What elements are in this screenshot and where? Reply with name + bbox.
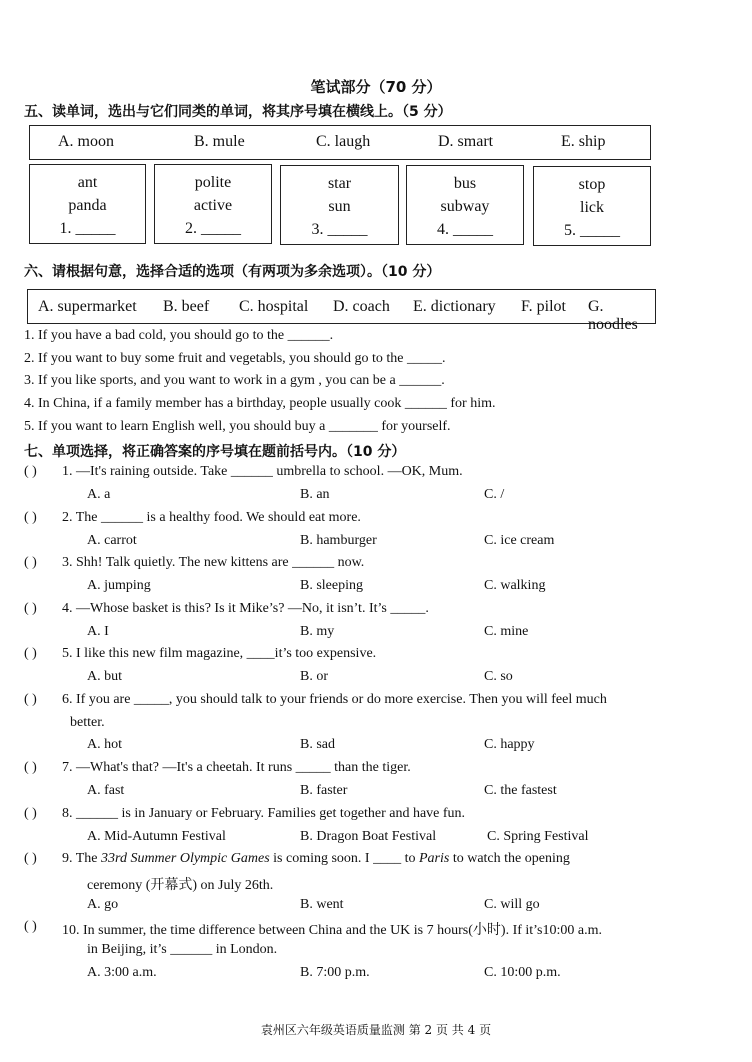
question-3: 3. Shh! Talk quietly. The new kittens are ______ now. <box>62 555 365 570</box>
choice-b: B. my <box>300 624 335 639</box>
choice-a: A. a <box>87 487 111 502</box>
option: A. supermarket <box>38 298 137 315</box>
answer-paren[interactable]: ( ) <box>24 851 37 866</box>
word: active <box>193 197 233 214</box>
question-10: 10. In summer, the time difference between China and the UK is 7 hours(小时). If it’s10:00 a.m. <box>62 923 602 938</box>
choice-c: C. / <box>484 487 505 502</box>
q9-text-mid: is coming soon. I ____ to <box>269 851 419 866</box>
question-6-continued: better. <box>70 715 105 730</box>
word-box-3 <box>280 165 399 245</box>
choice-c: C. 10:00 p.m. <box>484 965 561 980</box>
word-box-4 <box>406 165 524 245</box>
q9-city: Paris <box>418 851 450 866</box>
question-9-continued: ceremony (开幕式) on July 26th. <box>87 878 274 893</box>
option: D. smart <box>438 133 494 150</box>
answer-paren[interactable]: ( ) <box>24 692 37 707</box>
question-1: 1. —It's raining outside. Take ______ umbrella to school. —OK, Mum. <box>62 464 463 479</box>
choice-a: A. 3:00 a.m. <box>87 965 157 980</box>
question-7: 7. —What's that? —It's a cheetah. It runs _____ than the tiger. <box>62 760 411 775</box>
section5-heading: 五、读单词，选出与它们同类的单词，将其序号填在横线上。（5 分） <box>24 104 452 120</box>
answer-paren[interactable]: ( ) <box>24 760 37 775</box>
option: E. dictionary <box>413 298 496 315</box>
section7-heading: 七、单项选择，将正确答案的序号填在题前括号内。（10 分） <box>24 444 406 460</box>
fill-sentence: 4. In China, if a family member has a birthday, people usually cook ______ for him. <box>24 396 496 411</box>
choice-c: C. the fastest <box>484 783 557 798</box>
option: B. mule <box>194 133 245 150</box>
word: star <box>327 175 352 192</box>
answer-blank[interactable]: 2. _____ <box>185 220 241 237</box>
choice-c: C. walking <box>484 578 546 593</box>
choice-b: B. hamburger <box>300 533 377 548</box>
choice-c: C. mine <box>484 624 529 639</box>
section6-heading: 六、请根据句意，选择合适的选项（有两项为多余选项）。（10 分） <box>24 264 441 280</box>
choice-c: C. ice cream <box>484 533 555 548</box>
choice-a: A. jumping <box>87 578 151 593</box>
choice-b: B. faster <box>300 783 348 798</box>
choice-c: C. will go <box>484 897 540 912</box>
fill-sentence: 3. If you like sports, and you want to work in a gym , you can be a ______. <box>24 373 445 388</box>
question-8: 8. ______ is in January or February. Families get together and have fun. <box>62 806 466 821</box>
word: polite <box>194 174 232 191</box>
section6-options-box <box>27 289 656 333</box>
word: subway <box>440 198 490 215</box>
answer-paren[interactable]: ( ) <box>24 555 37 570</box>
answer-paren[interactable]: ( ) <box>24 646 37 661</box>
choice-a: A. but <box>87 669 122 684</box>
choice-b: B. 7:00 p.m. <box>300 965 370 980</box>
question-10-continued: in Beijing, it’s ______ in London. <box>87 942 278 957</box>
answer-paren[interactable]: ( ) <box>24 601 37 616</box>
choice-b: B. sleeping <box>300 578 363 593</box>
page-footer: 袁州区六年级英语质量监测 第 2 页 共 4 页 <box>260 1023 492 1037</box>
choice-a: A. Mid-Autumn Festival <box>87 829 226 844</box>
answer-blank[interactable]: 1. _____ <box>59 220 116 237</box>
question-9 <box>62 851 570 867</box>
word: sun <box>328 198 351 215</box>
fill-sentence: 1. If you have a bad cold, you should go to the ______. <box>24 328 334 343</box>
choice-a: A. go <box>87 897 119 912</box>
option: D. coach <box>333 298 390 315</box>
choice-a: A. hot <box>87 737 122 752</box>
choice-a: A. carrot <box>87 533 137 548</box>
choice-c: C. happy <box>484 737 535 752</box>
choice-b: B. or <box>300 669 328 684</box>
question-4: 4. —Whose basket is this? Is it Mike’s? —No, it isn’t. It’s _____. <box>62 601 429 616</box>
option: A. moon <box>58 133 114 150</box>
choice-b: B. an <box>300 487 330 502</box>
choice-c: C. so <box>484 669 513 684</box>
section5-options-box <box>29 125 651 160</box>
fill-sentence: 2. If you want to buy some fruit and vegetabls, you should go to the _____. <box>24 351 446 366</box>
option: G. noodles <box>588 298 638 333</box>
choice-b: B. sad <box>300 737 335 752</box>
answer-paren[interactable]: ( ) <box>24 464 37 479</box>
option: C. laugh <box>316 133 371 150</box>
q9-games: 33rd Summer Olympic Games <box>101 851 270 866</box>
answer-blank[interactable]: 3. _____ <box>311 221 368 238</box>
word: bus <box>453 175 477 192</box>
answer-paren[interactable]: ( ) <box>24 806 37 821</box>
choice-b: B. Dragon Boat Festival <box>300 829 437 844</box>
page-title: 笔试部分（70 分） <box>310 78 442 96</box>
fill-sentence: 5. If you want to learn English well, you should buy a _______ for yourself. <box>24 419 451 434</box>
answer-blank[interactable]: 5. _____ <box>564 222 620 239</box>
word-box-2 <box>154 164 272 244</box>
word: lick <box>580 199 604 216</box>
word-box-5 <box>533 166 651 246</box>
word: panda <box>68 197 107 214</box>
question-2: 2. The ______ is a healthy food. We should eat more. <box>62 510 361 525</box>
word: ant <box>77 174 98 191</box>
choice-c: C. Spring Festival <box>487 829 589 844</box>
word: stop <box>578 176 606 193</box>
answer-blank[interactable]: 4. _____ <box>437 221 493 238</box>
choice-a: A. I <box>87 624 109 639</box>
option: B. beef <box>163 298 210 315</box>
question-5: 5. I like this new film magazine, ____it’s too expensive. <box>62 646 377 661</box>
q9-text-post: to watch the opening <box>449 851 570 866</box>
answer-paren[interactable]: ( ) <box>24 919 37 934</box>
answer-paren[interactable]: ( ) <box>24 510 37 525</box>
question-6: 6. If you are _____, you should talk to your friends or do more exercise. Then you will feel much <box>62 692 607 707</box>
choice-b: B. went <box>300 897 344 912</box>
option: F. pilot <box>521 298 566 315</box>
q9-text-pre: 9. The <box>62 851 102 866</box>
word-box-1 <box>29 164 146 244</box>
option: C. hospital <box>239 298 309 315</box>
option: E. ship <box>561 133 606 150</box>
choice-a: A. fast <box>87 783 125 798</box>
